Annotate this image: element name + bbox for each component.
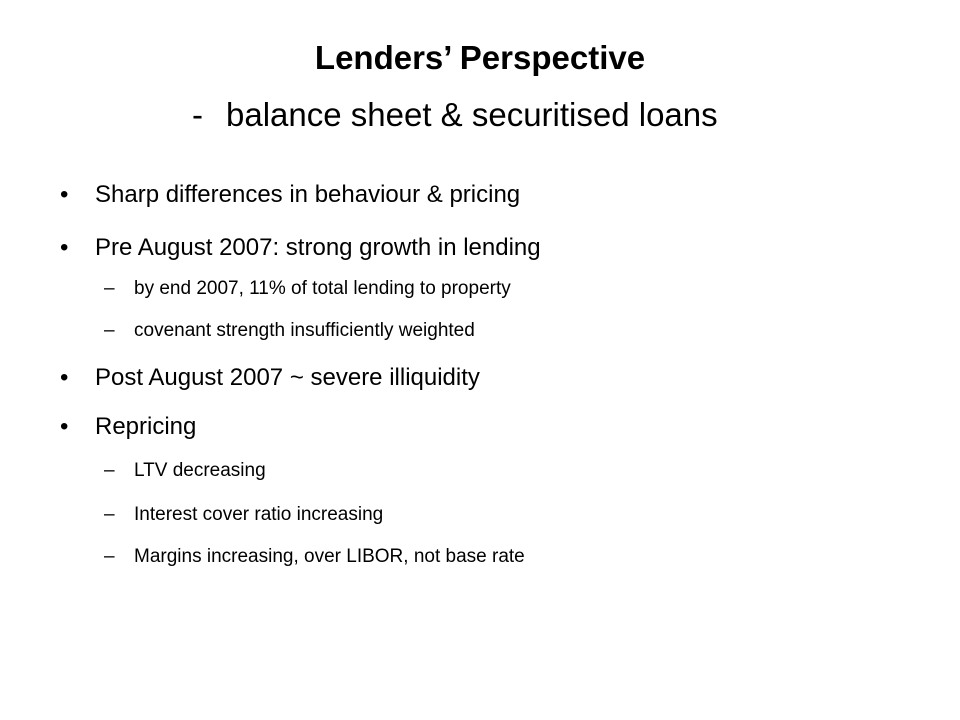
sub-bullet-marker: – <box>104 460 115 481</box>
sub-bullet-marker: – <box>104 278 115 299</box>
bullet-text: Pre August 2007: strong growth in lending <box>95 234 541 261</box>
bullet-text: Repricing <box>95 413 197 440</box>
sub-bullet-text: LTV decreasing <box>134 460 266 481</box>
bullet-text: Sharp differences in behaviour & pricing <box>95 181 521 208</box>
sub-bullet-text: by end 2007, 11% of total lending to property <box>134 278 511 299</box>
bullet-text: Post August 2007 ~ severe illiquidity <box>95 364 480 391</box>
subtitle-text: balance sheet & securitised loans <box>226 96 718 133</box>
bullet-marker: • <box>60 413 69 440</box>
sub-bullet-text: Interest cover ratio increasing <box>134 504 384 525</box>
bullet-marker: • <box>60 364 69 391</box>
sub-bullet-marker: – <box>104 546 115 567</box>
sub-bullet-text: Margins increasing, over LIBOR, not base rate <box>134 546 525 567</box>
sub-bullet-text: covenant strength insufficiently weighted <box>134 320 475 341</box>
sub-bullet-marker: – <box>104 320 115 341</box>
sub-bullet-marker: – <box>104 504 115 525</box>
bullet-marker: • <box>60 234 69 261</box>
bullet-marker: • <box>60 181 69 208</box>
slide-title: Lenders’ Perspective <box>314 39 646 76</box>
subtitle-dash: - <box>192 96 203 133</box>
